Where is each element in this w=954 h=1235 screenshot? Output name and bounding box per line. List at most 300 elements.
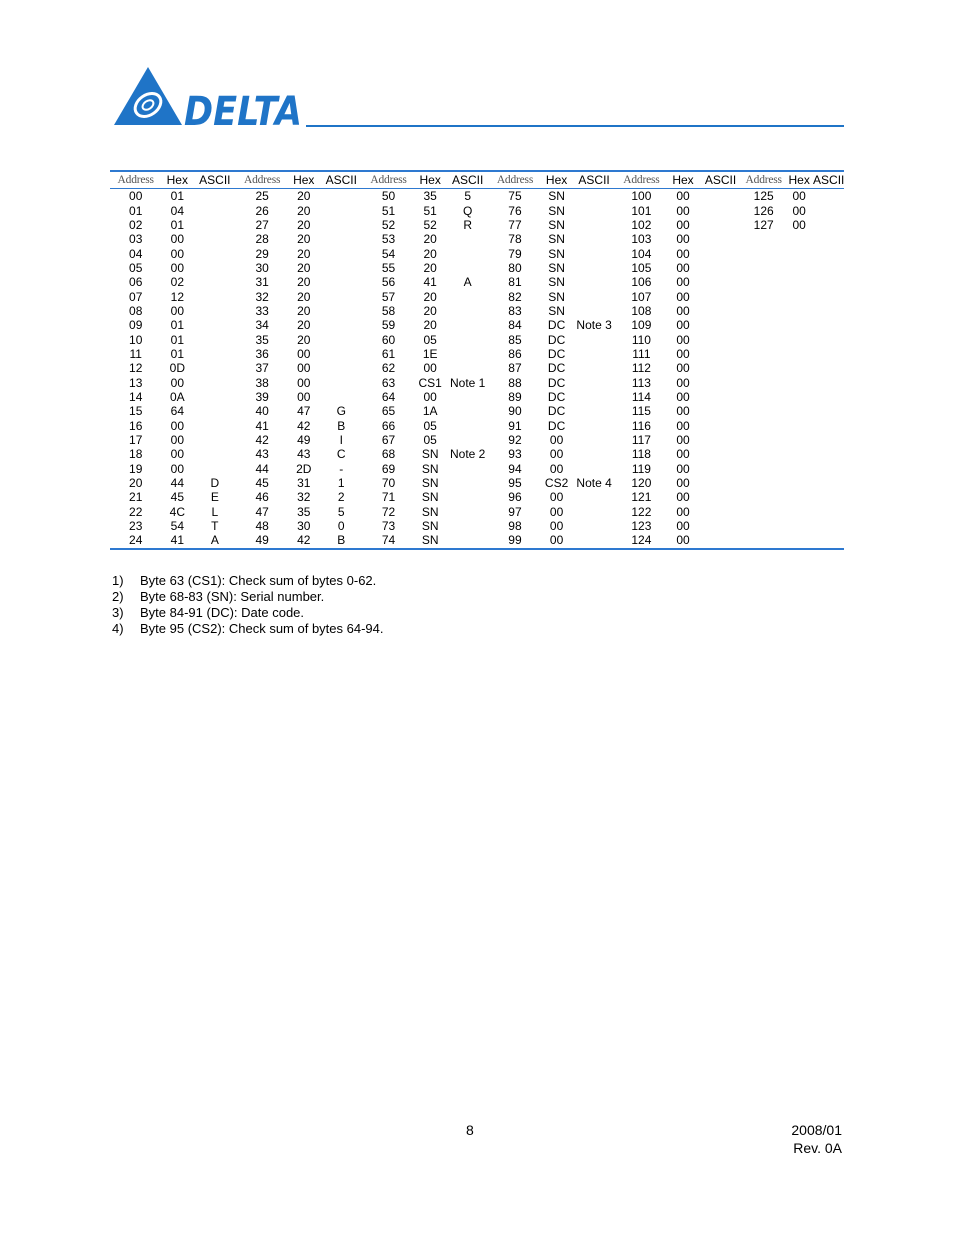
table-cell: 11 xyxy=(129,346,142,361)
table-cell xyxy=(699,232,742,246)
table-cell: 20 xyxy=(297,303,311,318)
table-cell: 00 xyxy=(676,289,690,304)
table-cell: SN xyxy=(414,533,446,548)
table-cell xyxy=(446,490,489,504)
table-cell xyxy=(742,447,785,461)
table-cell: 38 xyxy=(255,375,269,390)
table-cell: Note 2 xyxy=(450,447,486,462)
table-cell xyxy=(573,447,616,461)
table-cell: 94 xyxy=(508,461,522,476)
table-cell: 115 xyxy=(631,404,651,419)
table-cell xyxy=(446,332,489,346)
table-cell: 75 xyxy=(508,189,522,204)
table-cell: 52 xyxy=(381,217,396,232)
table-cell: 00 xyxy=(676,361,690,376)
table-row xyxy=(110,490,844,504)
table-cell xyxy=(699,189,742,204)
table-cell xyxy=(785,261,813,275)
table-cell: 00 xyxy=(676,375,690,390)
table-cell xyxy=(193,361,236,375)
table-cell: 14 xyxy=(129,389,143,404)
table-cell: 61 xyxy=(381,346,396,361)
table-cell: 00 xyxy=(676,232,690,247)
table-cell: 101 xyxy=(631,203,652,218)
table-cell xyxy=(742,519,785,533)
table-cell: 00 xyxy=(676,346,690,361)
table-cell: 00 xyxy=(170,303,184,318)
table-cell: 27 xyxy=(255,217,269,232)
table-cell: 06 xyxy=(129,275,143,290)
table-cell: 20 xyxy=(423,289,437,304)
table-cell: 00 xyxy=(676,203,690,218)
table-cell xyxy=(813,390,844,404)
column-header: Address xyxy=(363,171,414,189)
table-cell: 64 xyxy=(170,404,184,419)
table-cell: 00 xyxy=(423,389,437,404)
table-cell: 24 xyxy=(110,533,161,548)
table-cell: 110 xyxy=(631,332,651,347)
table-cell: 03 xyxy=(129,232,143,247)
table-row xyxy=(110,275,844,289)
table-cell xyxy=(699,218,742,232)
table-row xyxy=(110,361,844,375)
table-cell xyxy=(699,490,742,504)
table-cell: SN xyxy=(421,490,439,505)
table-cell: 20 xyxy=(297,289,311,304)
table-cell: 88 xyxy=(508,375,522,390)
table-cell xyxy=(785,347,813,361)
table-row xyxy=(110,189,844,204)
table-cell: 93 xyxy=(508,447,522,462)
table-cell: 00 xyxy=(676,332,690,347)
table-cell xyxy=(699,347,742,361)
table-cell: 60 xyxy=(381,332,396,347)
table-cell xyxy=(446,419,489,433)
table-cell xyxy=(813,519,844,533)
table-cell: 00 xyxy=(792,217,806,232)
table-cell: DC xyxy=(547,318,566,333)
table-cell: 52 xyxy=(423,217,437,232)
column-header: ASCII xyxy=(320,171,363,189)
table-cell xyxy=(193,203,236,217)
table-cell xyxy=(573,419,616,433)
table-cell: 120 xyxy=(631,476,652,491)
table-cell: 05 xyxy=(423,433,437,448)
table-cell: SN xyxy=(548,260,565,275)
table-cell: 53 xyxy=(381,232,396,247)
table-cell: 34 xyxy=(255,318,269,333)
column-header: ASCII xyxy=(699,171,742,189)
table-cell: L xyxy=(211,504,219,519)
table-cell xyxy=(446,476,489,490)
table-cell: 4C xyxy=(169,504,185,519)
table-cell: 23 xyxy=(129,519,143,534)
delta-logo xyxy=(112,66,312,128)
table-row xyxy=(110,375,844,389)
document-revision: Rev. 0A xyxy=(793,1140,842,1156)
table-cell: 30 xyxy=(297,519,311,534)
table-cell xyxy=(446,232,489,246)
table-cell: 64 xyxy=(381,389,396,404)
table-cell xyxy=(193,390,236,404)
table-cell: 116 xyxy=(631,418,651,433)
table-cell xyxy=(573,246,616,260)
table-cell xyxy=(193,304,236,318)
page-number: 8 xyxy=(466,1122,474,1138)
table-cell xyxy=(785,419,813,433)
table-cell xyxy=(813,476,844,490)
table-cell xyxy=(813,304,844,318)
table-cell: 72 xyxy=(381,504,396,519)
table-cell: 77 xyxy=(508,217,522,232)
table-cell xyxy=(785,289,813,303)
table-cell xyxy=(742,533,785,548)
eeprom-table xyxy=(110,170,844,550)
table-cell xyxy=(193,232,236,246)
table-cell: 121 xyxy=(631,490,652,505)
table-cell: 84 xyxy=(508,318,522,333)
table-cell: 20 xyxy=(297,203,311,218)
table-cell xyxy=(193,261,236,275)
table-cell xyxy=(813,347,844,361)
table-cell xyxy=(573,332,616,346)
column-header: Hex xyxy=(161,171,193,189)
table-cell: 00 xyxy=(297,375,311,390)
logo-wordmark: DELTA xyxy=(184,89,302,128)
table-cell: DC xyxy=(547,404,566,419)
table-cell: DC xyxy=(547,418,566,433)
table-row xyxy=(110,347,844,361)
table-cell: 104 xyxy=(631,246,652,261)
table-cell xyxy=(193,447,236,461)
table-cell xyxy=(320,275,363,289)
note-number: 3) xyxy=(112,605,124,620)
table-cell xyxy=(699,361,742,375)
table-cell xyxy=(446,318,489,332)
table-cell xyxy=(193,275,236,289)
table-cell: 126 xyxy=(753,203,774,218)
table-cell: 2D xyxy=(296,461,312,476)
note-text: Byte 84-91 (DC): Date code. xyxy=(140,605,305,620)
table-cell xyxy=(699,419,742,433)
table-row xyxy=(110,476,844,490)
table-cell: 107 xyxy=(631,289,652,304)
table-cell xyxy=(785,447,813,461)
table-cell xyxy=(699,375,742,389)
table-cell: 09 xyxy=(129,318,143,333)
table-cell: 32 xyxy=(297,490,311,505)
table-cell xyxy=(699,304,742,318)
table-cell xyxy=(742,289,785,303)
table-cell: 05 xyxy=(129,260,143,275)
table-cell: 20 xyxy=(423,303,437,318)
table-row xyxy=(110,390,844,404)
note-item xyxy=(112,605,384,621)
table-cell: 00 xyxy=(792,203,806,218)
table-cell: 65 xyxy=(381,404,396,419)
table-cell: 106 xyxy=(631,275,652,290)
table-cell: 100 xyxy=(631,189,652,204)
table-cell: 86 xyxy=(508,346,522,361)
table-cell xyxy=(573,347,616,361)
table-cell xyxy=(193,189,236,204)
table-cell xyxy=(742,375,785,389)
table-cell: 00 xyxy=(676,433,690,448)
table-cell xyxy=(320,361,363,375)
table-cell xyxy=(785,462,813,476)
table-cell: 35 xyxy=(255,332,269,347)
table-cell: 37 xyxy=(255,361,269,376)
table-cell: 00 xyxy=(792,189,806,204)
table-row xyxy=(110,261,844,275)
table-cell: 89 xyxy=(508,389,522,404)
column-header: Hex xyxy=(414,171,446,189)
table-cell xyxy=(193,347,236,361)
column-header: ASCII xyxy=(193,171,236,189)
table-cell: 0D xyxy=(169,361,185,376)
table-cell: 00 xyxy=(676,461,690,476)
table-cell xyxy=(813,533,844,548)
table-cell xyxy=(742,275,785,289)
table-cell xyxy=(320,375,363,389)
table-cell xyxy=(320,232,363,246)
table-cell xyxy=(785,232,813,246)
table-cell: 49 xyxy=(297,433,311,448)
table-cell xyxy=(193,419,236,433)
table-cell xyxy=(785,533,813,548)
table-cell xyxy=(742,304,785,318)
table-cell: 41 xyxy=(423,275,437,290)
note-text: Byte 68-83 (SN): Serial number. xyxy=(140,589,325,604)
table-cell: 66 xyxy=(381,418,396,433)
table-row xyxy=(110,332,844,346)
table-cell: 00 xyxy=(676,246,690,261)
table-cell: SN xyxy=(548,189,565,204)
table-cell xyxy=(699,433,742,447)
table-cell xyxy=(446,462,489,476)
table-cell xyxy=(446,433,489,447)
table-cell: 85 xyxy=(508,332,522,347)
table-cell: SN xyxy=(421,519,439,534)
table-cell: 109 xyxy=(631,318,652,333)
table-cell: 20 xyxy=(297,318,311,333)
table-cell xyxy=(193,433,236,447)
table-cell: 00 xyxy=(676,389,690,404)
table-cell xyxy=(573,533,616,548)
table-cell xyxy=(573,289,616,303)
table-cell: 119 xyxy=(631,461,651,476)
table-cell: SN xyxy=(548,203,565,218)
table-cell: 43 xyxy=(297,447,311,462)
table-cell: SN xyxy=(421,504,439,519)
table-cell: 00 xyxy=(170,260,184,275)
table-cell xyxy=(813,404,844,418)
table-cell: 00 xyxy=(676,504,690,519)
table-cell xyxy=(699,203,742,217)
column-header: Address xyxy=(110,171,161,189)
table-cell xyxy=(813,490,844,504)
table-cell: I xyxy=(339,433,343,448)
table-row xyxy=(110,505,844,519)
table-cell xyxy=(193,218,236,232)
column-header: Hex xyxy=(667,171,699,189)
table-cell xyxy=(813,218,844,232)
note-number: 2) xyxy=(112,589,124,604)
note-item xyxy=(112,621,384,637)
table-cell: 70 xyxy=(381,476,396,491)
table-cell: 00 xyxy=(170,246,184,261)
table-cell: 62 xyxy=(381,361,396,376)
table-cell xyxy=(742,318,785,332)
table-cell: 00 xyxy=(170,418,184,433)
table-cell xyxy=(785,390,813,404)
table-cell: 17 xyxy=(129,433,143,448)
table-cell xyxy=(813,361,844,375)
table-cell: 46 xyxy=(255,490,269,505)
table-cell xyxy=(446,404,489,418)
document-date: 2008/01 xyxy=(791,1122,842,1138)
table-cell: 111 xyxy=(632,346,651,361)
table-cell: 2 xyxy=(337,490,345,505)
table-cell: 44 xyxy=(255,461,269,476)
table-cell: 12 xyxy=(170,289,184,304)
notes-list xyxy=(112,573,384,637)
table-cell xyxy=(320,189,363,204)
table-cell: 96 xyxy=(508,490,522,505)
table-cell xyxy=(320,218,363,232)
table-cell xyxy=(742,332,785,346)
table-cell xyxy=(320,332,363,346)
table-cell xyxy=(742,390,785,404)
note-item xyxy=(112,589,384,605)
table-cell: 54 xyxy=(381,246,396,261)
table-cell: DC xyxy=(547,389,566,404)
table-cell xyxy=(813,246,844,260)
table-cell xyxy=(742,419,785,433)
table-cell: 00 xyxy=(549,433,564,448)
table-cell: 01 xyxy=(170,332,184,347)
table-cell: 5 xyxy=(337,504,345,519)
table-cell xyxy=(573,275,616,289)
table-cell: 31 xyxy=(255,275,269,290)
table-cell: 47 xyxy=(297,404,311,419)
table-row xyxy=(110,203,844,217)
table-cell: CS1 xyxy=(418,375,442,390)
table-cell: 00 xyxy=(297,361,311,376)
table-cell xyxy=(320,304,363,318)
table-cell: 87 xyxy=(508,361,522,376)
table-cell xyxy=(813,505,844,519)
table-cell: 112 xyxy=(631,361,651,376)
table-cell: 00 xyxy=(549,461,564,476)
note-item xyxy=(112,573,384,589)
table-cell xyxy=(785,404,813,418)
table-cell: B xyxy=(320,533,363,548)
table-cell xyxy=(813,232,844,246)
table-cell: 01 xyxy=(170,217,184,232)
table-cell xyxy=(573,232,616,246)
table-cell: 25 xyxy=(255,189,269,204)
table-cell: DC xyxy=(547,346,566,361)
table-cell: SN xyxy=(421,461,439,476)
table-cell: 26 xyxy=(255,203,269,218)
table-cell xyxy=(699,505,742,519)
table-cell xyxy=(573,375,616,389)
table-cell xyxy=(193,462,236,476)
table-cell: 92 xyxy=(508,433,522,448)
table-cell xyxy=(699,519,742,533)
table-cell: 00 xyxy=(676,404,690,419)
table-cell: 00 xyxy=(676,189,690,204)
table-cell: 00 xyxy=(676,318,690,333)
table-cell xyxy=(193,332,236,346)
table-cell xyxy=(699,318,742,332)
table-cell xyxy=(813,419,844,433)
table-cell: 00 xyxy=(170,232,184,247)
table-cell xyxy=(813,375,844,389)
table-cell xyxy=(742,462,785,476)
table-cell: 5 xyxy=(464,189,472,204)
table-cell: 00 xyxy=(676,217,690,232)
table-cell xyxy=(785,476,813,490)
table-cell: 40 xyxy=(255,404,269,419)
table-cell: 108 xyxy=(631,303,652,318)
table-cell: 78 xyxy=(508,232,522,247)
table-cell: 55 xyxy=(381,260,396,275)
table-cell: CS2 xyxy=(544,476,569,491)
table-cell xyxy=(193,318,236,332)
table-cell xyxy=(785,505,813,519)
table-cell: 95 xyxy=(508,476,522,491)
table-cell xyxy=(320,246,363,260)
table-cell xyxy=(320,347,363,361)
table-row xyxy=(110,246,844,260)
table-cell: 00 xyxy=(676,447,690,462)
table-cell xyxy=(193,375,236,389)
column-header: Hex xyxy=(785,171,813,189)
table-cell: 80 xyxy=(508,260,522,275)
table-cell: 20 xyxy=(297,246,311,261)
table-cell xyxy=(742,246,785,260)
table-cell: SN xyxy=(548,246,565,261)
table-cell: A xyxy=(193,533,236,548)
table-cell xyxy=(699,332,742,346)
table-cell: 103 xyxy=(631,232,652,247)
table-cell: 51 xyxy=(423,203,437,218)
table-cell: DC xyxy=(547,332,566,347)
table-cell xyxy=(699,261,742,275)
table-cell: 01 xyxy=(170,346,184,361)
table-cell: 123 xyxy=(631,519,652,534)
table-cell xyxy=(699,246,742,260)
table-cell: 98 xyxy=(508,519,522,534)
table-cell: 39 xyxy=(255,389,269,404)
table-cell xyxy=(742,404,785,418)
table-cell: 127 xyxy=(753,217,774,232)
table-cell: Note 3 xyxy=(576,318,612,333)
table-cell xyxy=(573,218,616,232)
table-cell xyxy=(573,505,616,519)
table-cell: 01 xyxy=(170,189,184,204)
column-header: Address xyxy=(742,171,785,189)
column-header: Address xyxy=(489,171,540,189)
table-cell: - xyxy=(339,461,344,476)
table-cell xyxy=(320,289,363,303)
table-cell: 31 xyxy=(297,476,311,491)
table-cell xyxy=(742,261,785,275)
table-cell xyxy=(573,203,616,217)
table-cell: 73 xyxy=(381,519,396,534)
